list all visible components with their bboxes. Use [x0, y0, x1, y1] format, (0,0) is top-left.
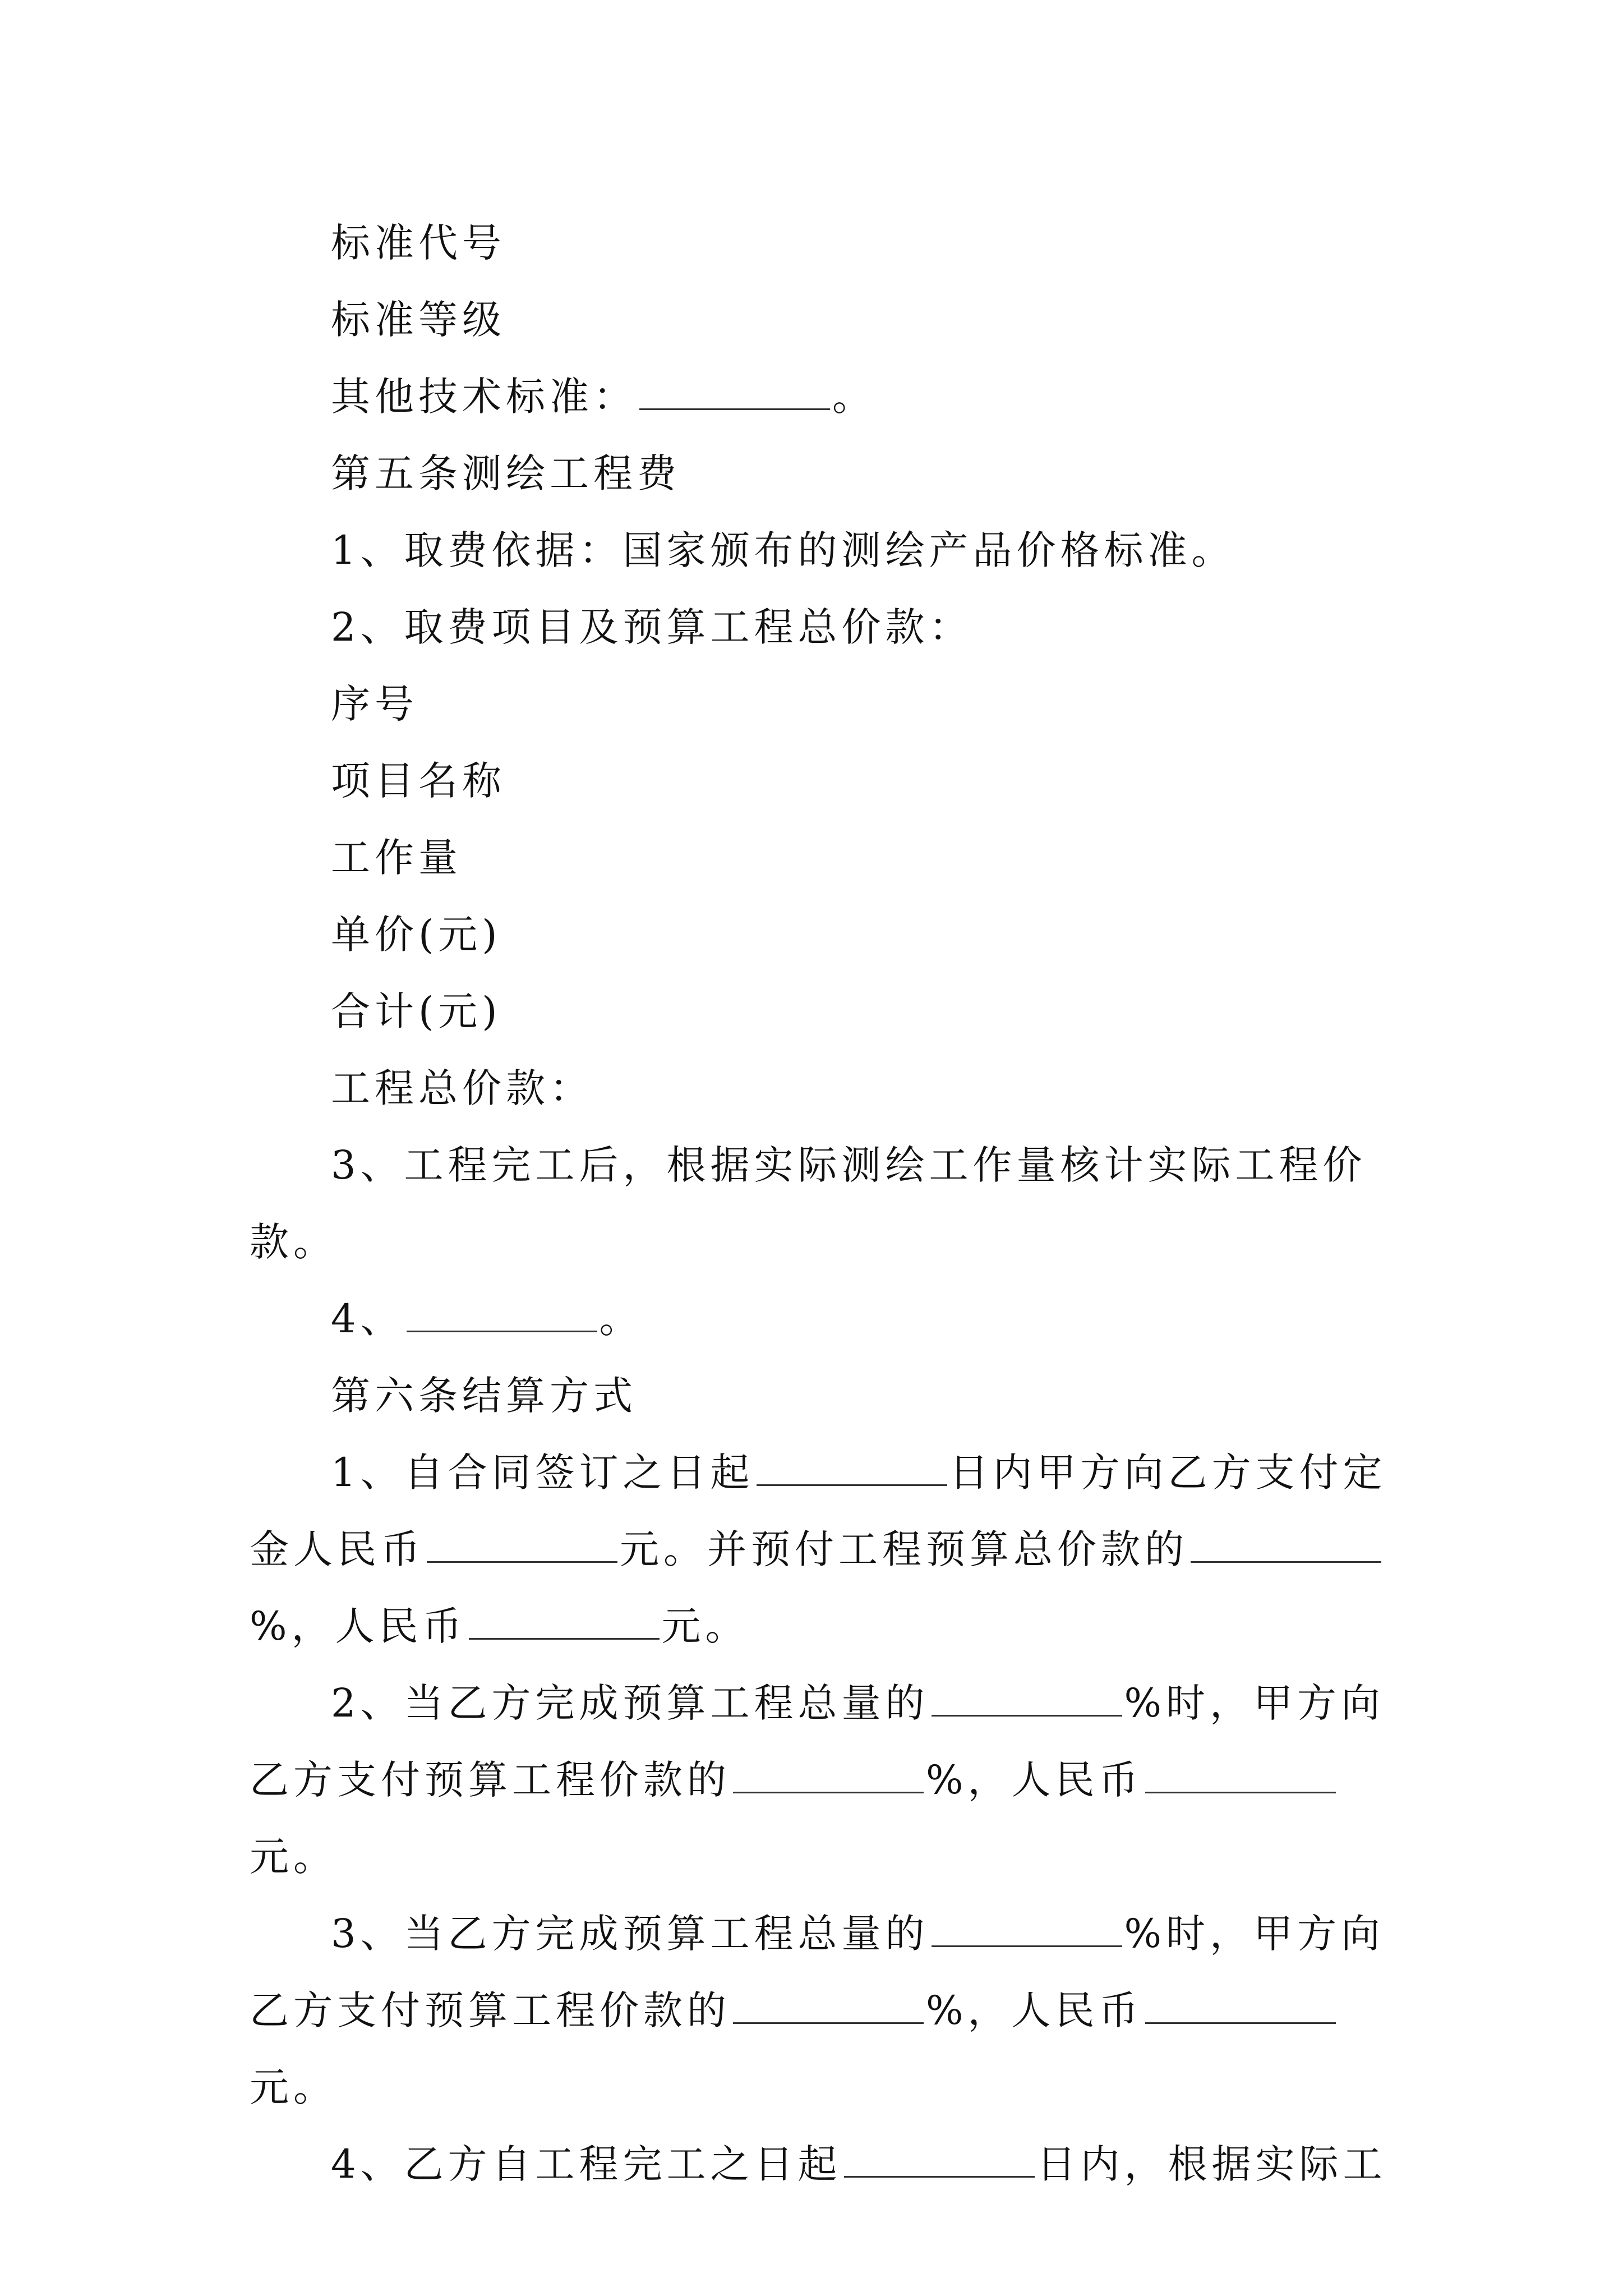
paragraph-table-header-workload: [250, 820, 1388, 896]
paragraph-text: %时，甲方向乙方支付预算工程价款的: [250, 1911, 1385, 2033]
paragraph-settlement-stage-two: [250, 1665, 1388, 1895]
paragraph-text: 4、: [331, 1296, 404, 1342]
paragraph-text: 3、工程完工后，根据实际测绘工作量核计实际工程价款。: [250, 1142, 1367, 1265]
paragraph-text: 2、取费项目及预算工程总价款：: [331, 604, 973, 650]
paragraph-text: 1、取费依据：国家颁布的测绘产品价格标准。: [331, 527, 1235, 573]
fill-in-blank: [932, 1714, 1122, 1717]
paragraph-table-header-unit-price: [250, 896, 1388, 973]
paragraph-text: 4、乙方自工程完工之日起: [331, 2141, 842, 2187]
fill-in-blank: [427, 1561, 617, 1563]
paragraph-text: %，人民币: [250, 1603, 467, 1649]
fill-in-blank: [1191, 1561, 1381, 1563]
paragraph-text: %，人民币: [926, 1757, 1143, 1803]
paragraph-text: 。: [832, 374, 876, 420]
paragraph-text: 工作量: [331, 835, 462, 881]
paragraph-standard-code-label: [250, 205, 1388, 282]
paragraph-fee-items-budget: [250, 589, 1388, 666]
paragraph-settlement-deposit: [250, 1434, 1388, 1665]
paragraph-actual-price-verification: [250, 1127, 1388, 1281]
paragraph-text: 。: [599, 1296, 643, 1342]
document-body: [250, 205, 1388, 2203]
paragraph-text: 标准等级: [331, 297, 506, 343]
paragraph-text: 合计(元): [331, 988, 502, 1034]
paragraph-text: 其他技术标准：: [331, 374, 637, 420]
fill-in-blank: [932, 1945, 1122, 1947]
paragraph-text: 元。: [250, 1834, 337, 1880]
paragraph-text: 第六条结算方式: [331, 1373, 637, 1419]
paragraph-text: 标准代号: [331, 220, 506, 266]
paragraph-standard-grade-label: [250, 282, 1388, 358]
paragraph-settlement-stage-three: [250, 1895, 1388, 2126]
paragraph-text: 工程总价款：: [331, 1065, 593, 1111]
paragraph-other-technical-standards: [250, 358, 1388, 435]
paragraph-text: 日内，根据实际工: [1036, 2141, 1387, 2187]
fill-in-blank: [1145, 2022, 1336, 2024]
fill-in-blank: [733, 2022, 924, 2024]
paragraph-text: %，人民币: [926, 1987, 1143, 2033]
paragraph-text: 元。: [661, 1603, 749, 1649]
paragraph-text: 单价(元): [331, 912, 502, 958]
paragraph-text: 3、当乙方完成预算工程总量的: [331, 1911, 929, 1957]
paragraph-text: %时，甲方向乙方支付预算工程价款的: [250, 1680, 1385, 1803]
paragraph-text: 2、当乙方完成预算工程总量的: [331, 1680, 929, 1726]
fill-in-blank: [757, 1484, 947, 1486]
fill-in-blank: [733, 1791, 924, 1793]
paragraph-text: 第五条测绘工程费: [331, 450, 681, 496]
paragraph-text: 项目名称: [331, 758, 506, 804]
paragraph-text: 序号: [331, 681, 418, 727]
paragraph-table-header-number: [250, 666, 1388, 743]
paragraph-text: 元。: [250, 2064, 337, 2110]
paragraph-table-header-item-name: [250, 743, 1388, 820]
fill-in-blank: [639, 408, 830, 410]
paragraph-article-six-heading: [250, 1358, 1388, 1434]
fill-in-blank: [844, 2175, 1035, 2178]
fill-in-blank: [469, 1637, 660, 1640]
paragraph-text: 日内甲方向乙方支付定金人民币: [250, 1450, 1387, 1572]
paragraph-text: 元。并预付工程预算总价款的: [620, 1526, 1188, 1572]
paragraph-text: 1、自合同签订之日起: [331, 1450, 754, 1496]
paragraph-table-header-total: [250, 973, 1388, 1050]
paragraph-article-five-heading: [250, 435, 1388, 512]
paragraph-total-project-price: [250, 1050, 1388, 1127]
paragraph-settlement-final: [250, 2126, 1388, 2203]
fill-in-blank: [1145, 1791, 1336, 1793]
fill-in-blank: [407, 1330, 597, 1332]
paragraph-fee-basis: [250, 512, 1388, 589]
paragraph-item-four-blank: [250, 1281, 1388, 1358]
